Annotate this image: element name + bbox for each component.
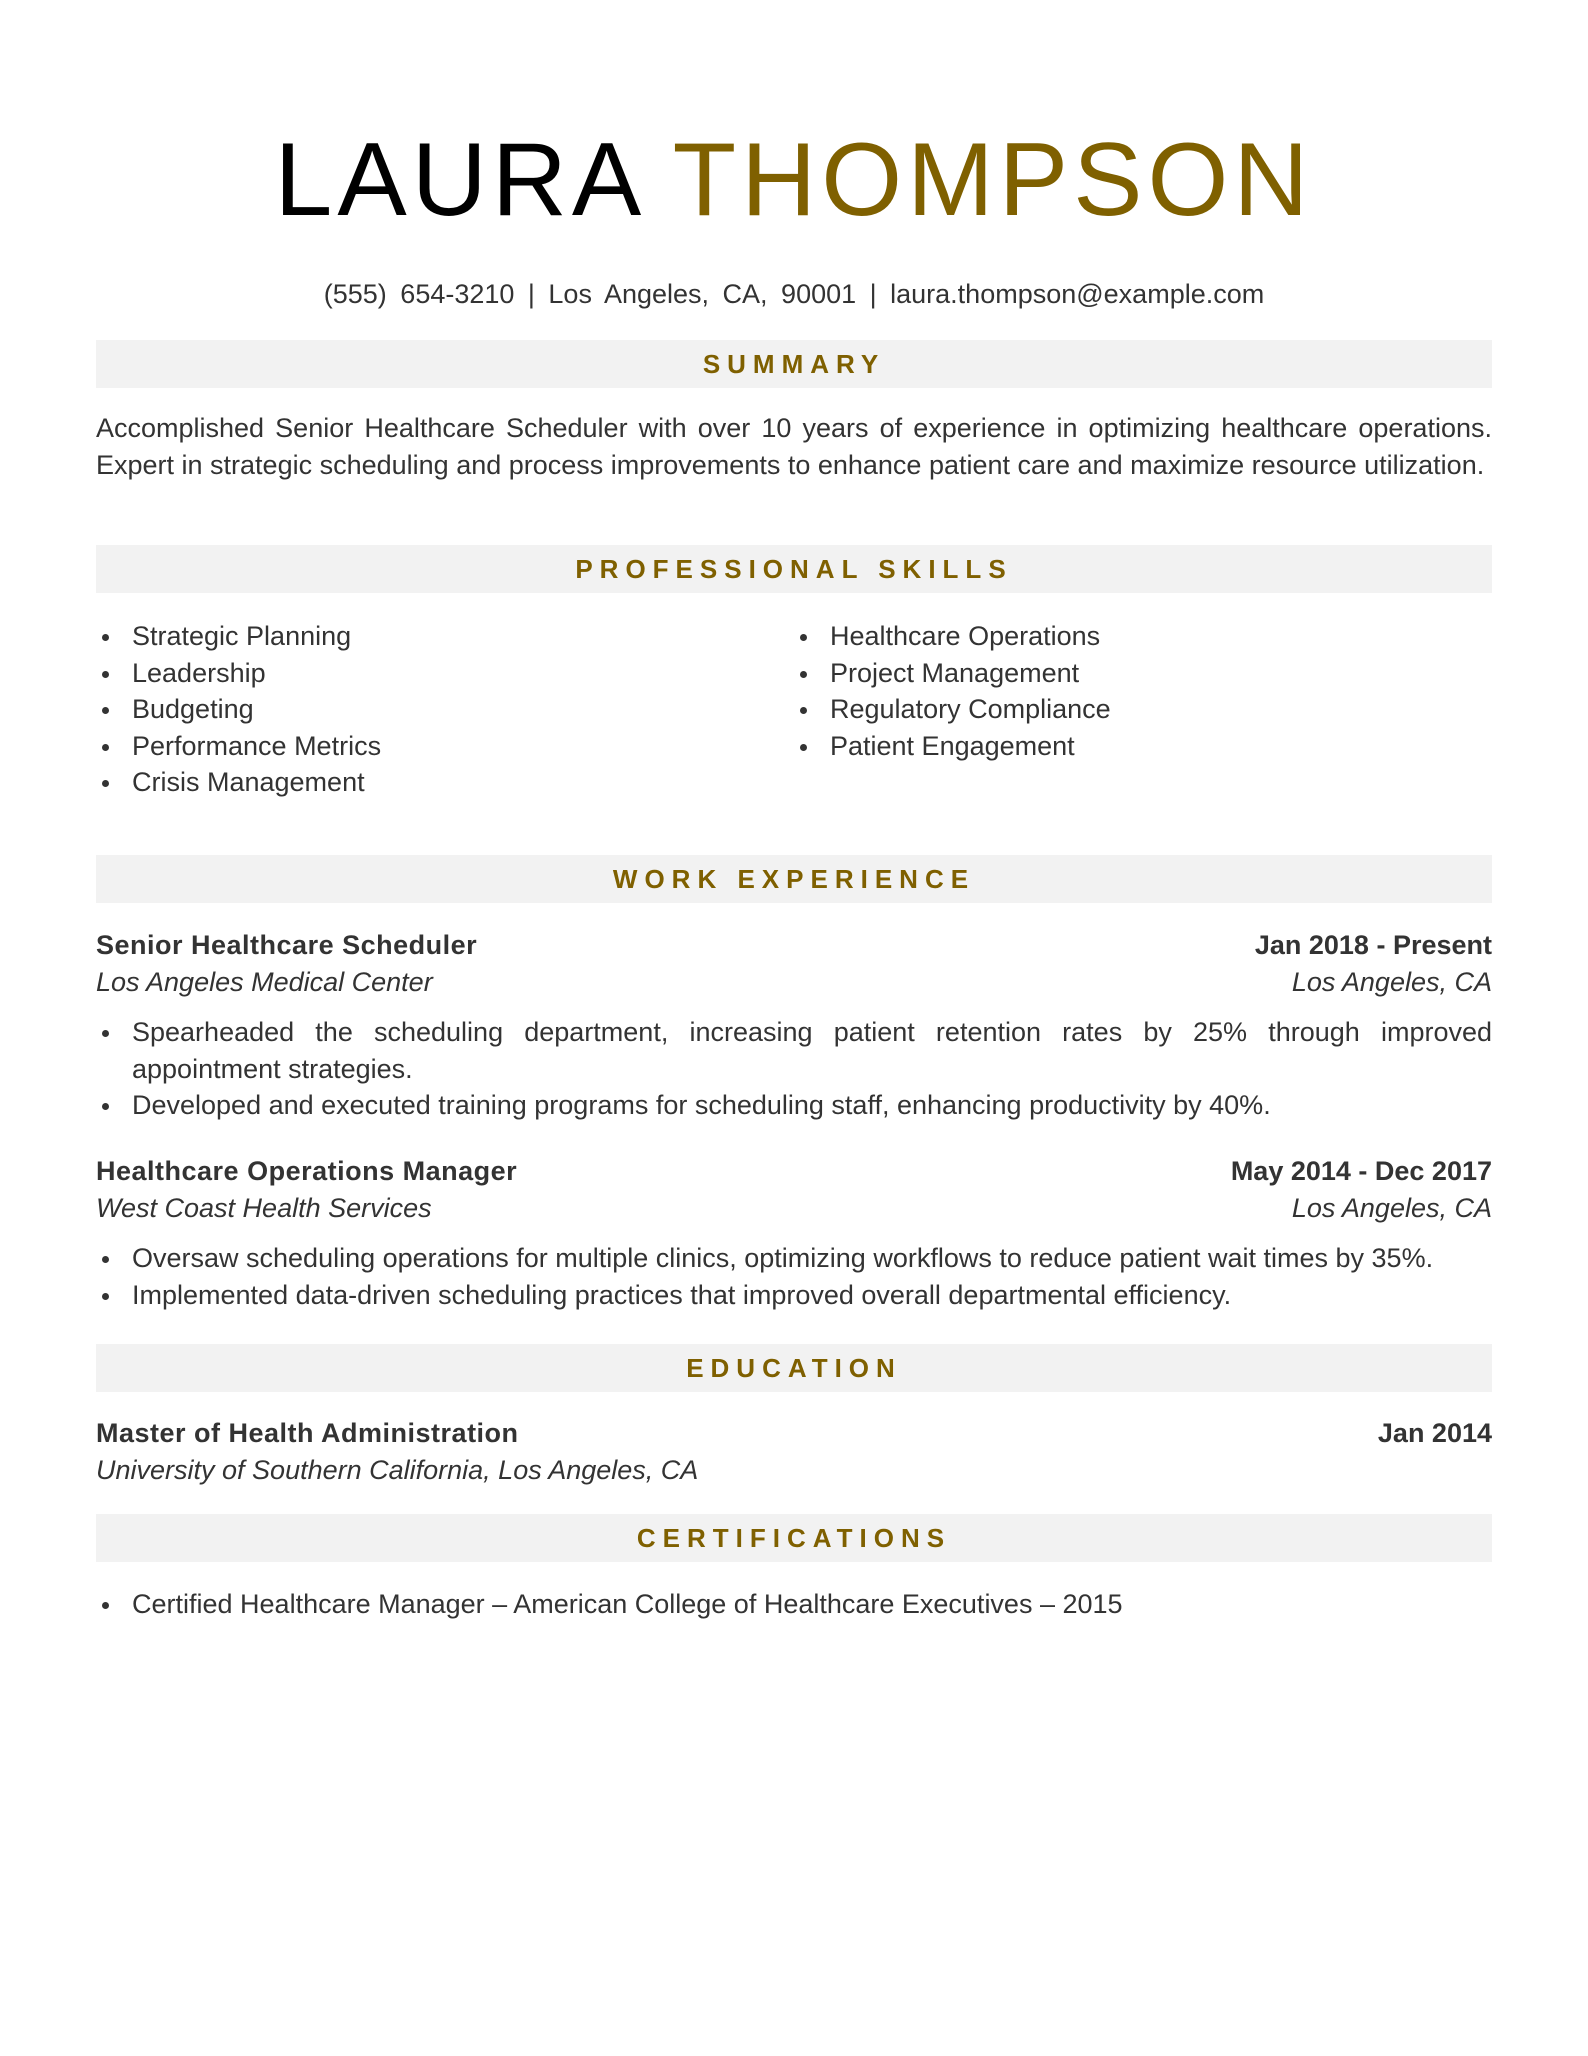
last-name: THOMPSON bbox=[672, 122, 1314, 238]
skill-item: Performance Metrics bbox=[96, 728, 786, 765]
job-title: Senior Healthcare Scheduler bbox=[96, 930, 478, 960]
skill-item: Strategic Planning bbox=[96, 618, 786, 655]
job-company-row bbox=[96, 1190, 1492, 1226]
job-company: West Coast Health Services bbox=[96, 1193, 432, 1223]
job-bullet: Developed and executed training programs for scheduling staff, enhancing productivity by 40%. bbox=[96, 1087, 1492, 1124]
job-bullets bbox=[96, 1014, 1492, 1124]
job-bullets bbox=[96, 1240, 1492, 1313]
job-location: Los Angeles, CA bbox=[1291, 967, 1492, 997]
skill-item: Leadership bbox=[96, 655, 786, 692]
job-company: Los Angeles Medical Center bbox=[96, 967, 433, 997]
degree-title: Master of Health Administration bbox=[96, 1418, 519, 1448]
skills-list-right bbox=[794, 618, 1492, 764]
skill-item: Regulatory Compliance bbox=[794, 691, 1492, 728]
summary-heading: SUMMARY bbox=[96, 340, 1492, 388]
skills-heading: PROFESSIONAL SKILLS bbox=[96, 545, 1492, 593]
first-name: LAURA bbox=[274, 122, 641, 238]
candidate-name bbox=[96, 120, 1492, 240]
job-bullet: Spearheaded the scheduling department, increasing patient retention rates by 25% through improved appointment strategies. bbox=[96, 1014, 1492, 1087]
skill-item: Budgeting bbox=[96, 691, 786, 728]
education-heading: EDUCATION bbox=[96, 1344, 1492, 1392]
education-school-row bbox=[96, 1452, 1492, 1488]
experience-heading: WORK EXPERIENCE bbox=[96, 855, 1492, 903]
job-dates: Jan 2018 - Present bbox=[1254, 930, 1492, 960]
degree-date: Jan 2014 bbox=[1377, 1418, 1492, 1448]
education-header-row bbox=[96, 1415, 1492, 1451]
certifications-list bbox=[96, 1586, 1492, 1623]
job-company-row bbox=[96, 964, 1492, 1000]
skill-item: Crisis Management bbox=[96, 764, 786, 801]
school-name: University of Southern California, Los Angeles, CA bbox=[96, 1455, 699, 1485]
skill-item: Healthcare Operations bbox=[794, 618, 1492, 655]
job-header-row bbox=[96, 927, 1492, 963]
job-location: Los Angeles, CA bbox=[1291, 1193, 1492, 1223]
job-bullet: Oversaw scheduling operations for multiple clinics, optimizing workflows to reduce patient wait times by 35%. bbox=[96, 1240, 1492, 1277]
skill-item: Project Management bbox=[794, 655, 1492, 692]
skill-item: Patient Engagement bbox=[794, 728, 1492, 765]
skills-list-left bbox=[96, 618, 786, 801]
certifications-heading: CERTIFICATIONS bbox=[96, 1514, 1492, 1562]
job-dates: May 2014 - Dec 2017 bbox=[1230, 1156, 1492, 1186]
summary-text: Accomplished Senior Healthcare Scheduler with over 10 years of experience in optimizing healthcare operations. Expert in strategic scheduling and process improvements to enhance patient care and maximize resource utilization. bbox=[96, 413, 1492, 480]
job-header-row bbox=[96, 1153, 1492, 1189]
contact-line: (555) 654-3210 | Los Angeles, CA, 90001 | laura.thompson@example.com bbox=[323, 279, 1265, 309]
certification-item: Certified Healthcare Manager – American College of Healthcare Executives – 2015 bbox=[96, 1586, 1492, 1623]
job-bullet: Implemented data-driven scheduling practices that improved overall departmental efficiency. bbox=[96, 1277, 1492, 1314]
job-title: Healthcare Operations Manager bbox=[96, 1156, 518, 1186]
